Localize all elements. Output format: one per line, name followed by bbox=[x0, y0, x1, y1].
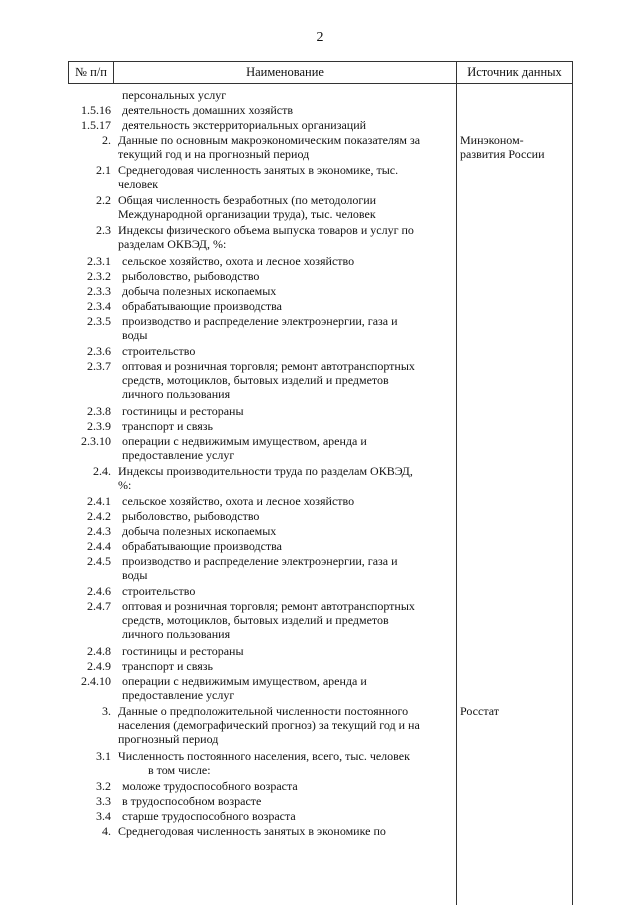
row-name: персональных услуг bbox=[122, 88, 227, 102]
row-number: 2.3.1 bbox=[87, 254, 111, 268]
row-number: 2.4.6 bbox=[87, 584, 111, 598]
row-name: сельское хозяйство, охота и лесное хозяйство bbox=[122, 254, 355, 268]
row-number: 3. bbox=[102, 704, 111, 718]
row-name: Данные о предположительной численности постоянного населения (демографический прогноз) за текущий год и на прогнозный период bbox=[118, 704, 420, 746]
row-number: 2.1 bbox=[96, 163, 111, 177]
row-source: Росстат bbox=[460, 704, 499, 718]
row-name: Данные по основным макроэкономическим показателям за текущий год и на прогнозный период bbox=[118, 133, 421, 161]
row-name: гостиницы и рестораны bbox=[122, 404, 244, 418]
row-name: Индексы физического объема выпуска товаров и услуг по разделам ОКВЭД, %: bbox=[118, 223, 414, 251]
row-name: добыча полезных ископаемых bbox=[122, 524, 277, 538]
row-number: 2.3.5 bbox=[87, 314, 111, 328]
row-number: 2.3.6 bbox=[87, 344, 111, 358]
row-name: обрабатывающие производства bbox=[122, 299, 282, 313]
row-name: Численность постоянного населения, всего, тыс. человек в том числе: bbox=[118, 749, 410, 777]
row-name: моложе трудоспособного возраста bbox=[122, 779, 298, 793]
row-number: 2.4.8 bbox=[87, 644, 111, 658]
row-name: обрабатывающие производства bbox=[122, 539, 282, 553]
row-name: старше трудоспособного возраста bbox=[122, 809, 296, 823]
row-name: транспорт и связь bbox=[122, 419, 213, 433]
row-name: производство и распределение электроэнергии, газа и воды bbox=[122, 554, 398, 582]
row-name: Индексы производительности труда по разделам ОКВЭД, %: bbox=[118, 464, 413, 492]
page-number: 2 bbox=[316, 30, 324, 45]
table-border-right bbox=[572, 61, 573, 905]
row-name: операции с недвижимым имуществом, аренда и предоставление услуг bbox=[122, 674, 367, 702]
row-name: деятельность экстерриториальных организаций bbox=[122, 118, 367, 132]
header-num: № п/п bbox=[75, 65, 107, 79]
row-name: в трудоспособном возрасте bbox=[122, 794, 262, 808]
row-name: строительство bbox=[122, 344, 196, 358]
row-number: 4. bbox=[102, 824, 111, 838]
header-source: Источник данных bbox=[467, 65, 562, 79]
row-number: 2.4.5 bbox=[87, 554, 111, 568]
row-number: 2.4.3 bbox=[87, 524, 111, 538]
row-number: 2.4. bbox=[93, 464, 111, 478]
row-number: 2. bbox=[102, 133, 111, 147]
row-number: 3.3 bbox=[96, 794, 111, 808]
row-number: 2.3.3 bbox=[87, 284, 111, 298]
row-name: добыча полезных ископаемых bbox=[122, 284, 277, 298]
row-name: рыболовство, рыбоводство bbox=[122, 509, 260, 523]
row-number: 2.4.9 bbox=[87, 659, 111, 673]
row-number: 3.2 bbox=[96, 779, 111, 793]
row-number: 2.4.4 bbox=[87, 539, 111, 553]
row-number: 2.4.7 bbox=[87, 599, 111, 613]
row-number: 2.3 bbox=[96, 223, 111, 237]
row-number: 2.4.10 bbox=[81, 674, 111, 688]
table-header-divider bbox=[68, 83, 573, 84]
row-number: 2.3.2 bbox=[87, 269, 111, 283]
row-number: 2.2 bbox=[96, 193, 111, 207]
row-number: 1.5.16 bbox=[81, 103, 111, 117]
row-number: 2.4.2 bbox=[87, 509, 111, 523]
row-name: оптовая и розничная торговля; ремонт автотранспортных средств, мотоциклов, бытовых изделий и предметов личного пользования bbox=[122, 599, 415, 641]
row-name: гостиницы и рестораны bbox=[122, 644, 244, 658]
row-number: 2.4.1 bbox=[87, 494, 111, 508]
row-name: строительство bbox=[122, 584, 196, 598]
row-number: 2.3.8 bbox=[87, 404, 111, 418]
row-name: Среднегодовая численность занятых в экономике по bbox=[118, 824, 386, 838]
row-name: Среднегодовая численность занятых в экономике, тыс. человек bbox=[118, 163, 399, 191]
row-number: 3.4 bbox=[96, 809, 111, 823]
row-number: 2.3.10 bbox=[81, 434, 111, 448]
row-name: сельское хозяйство, охота и лесное хозяйство bbox=[122, 494, 355, 508]
row-name: операции с недвижимым имуществом, аренда и предоставление услуг bbox=[122, 434, 367, 462]
row-name: производство и распределение электроэнергии, газа и воды bbox=[122, 314, 398, 342]
row-number: 2.3.9 bbox=[87, 419, 111, 433]
row-number: 1.5.17 bbox=[81, 118, 111, 132]
row-number: 2.3.7 bbox=[87, 359, 111, 373]
row-name: деятельность домашних хозяйств bbox=[122, 103, 294, 117]
row-name: транспорт и связь bbox=[122, 659, 213, 673]
row-name: Общая численность безработных (по методологии Международной организации труда), тыс. человек bbox=[118, 193, 377, 221]
header-name: Наименование bbox=[246, 65, 324, 79]
row-source: Минэконом- развития России bbox=[460, 133, 545, 161]
row-number: 2.3.4 bbox=[87, 299, 111, 313]
row-number: 3.1 bbox=[96, 749, 111, 763]
row-name: оптовая и розничная торговля; ремонт автотранспортных средств, мотоциклов, бытовых изделий и предметов личного пользования bbox=[122, 359, 415, 401]
row-name: рыболовство, рыбоводство bbox=[122, 269, 260, 283]
